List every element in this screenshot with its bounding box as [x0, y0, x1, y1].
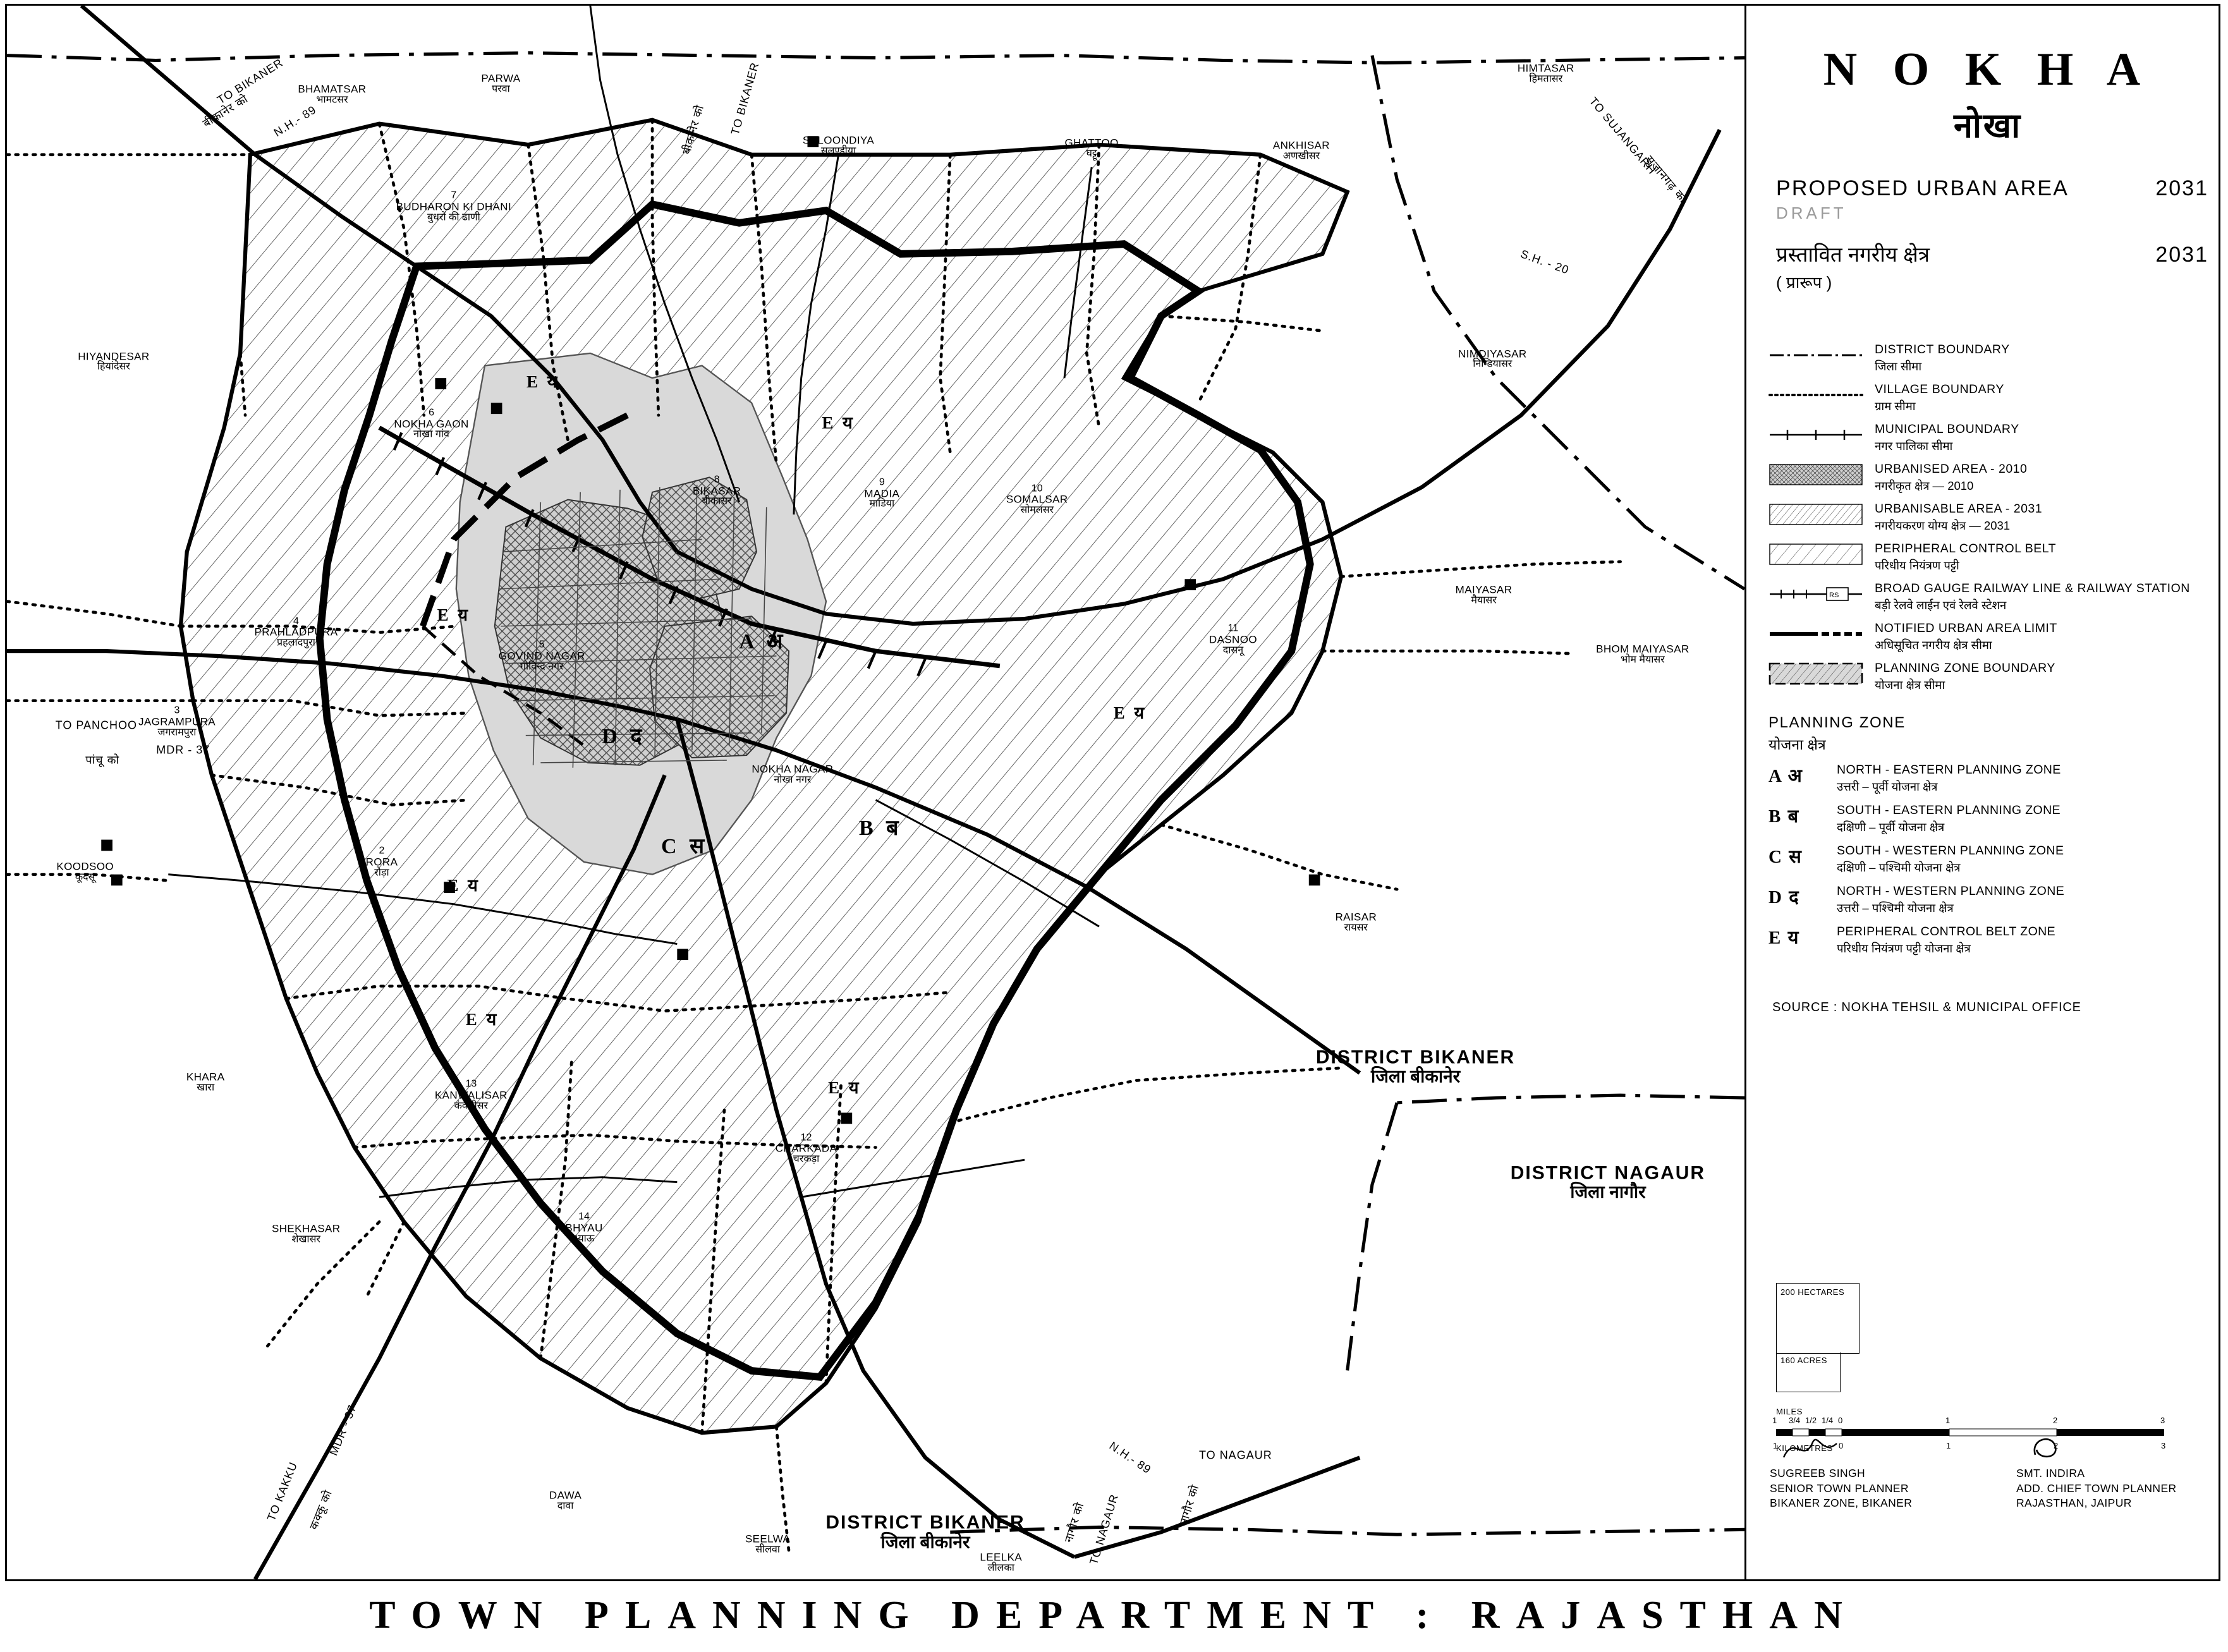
- signature-role-1: SENIOR TOWN PLANNER: [1770, 1481, 1909, 1495]
- legend-text: [1875, 661, 2055, 693]
- village-label: [435, 1079, 508, 1111]
- village-name-hi: सोमलसर: [1020, 504, 1054, 516]
- legend-panel: [1757, 13, 2219, 1574]
- village-name-en: BUDHARON KI DHANI: [396, 200, 512, 213]
- village-name-en: SALOONDIYA: [802, 134, 875, 147]
- planning-zone-name-hi: उत्तरी – पश्चिमी योजना क्षेत्र: [1837, 901, 1954, 914]
- subtitle-hindi: प्रस्तावित नगरीय क्षेत्र: [1776, 243, 1930, 266]
- village-name-en: MAIYASAR: [1455, 583, 1513, 596]
- planning-zone-text: [1837, 884, 2064, 916]
- legend-text-hi: नगरीकृत क्षेत्र — 2010: [1875, 479, 1974, 492]
- miles-tick: 0: [1838, 1416, 1843, 1425]
- legend-text: [1875, 462, 2027, 494]
- draft-label: DRAFT: [1776, 203, 1847, 222]
- legend-text: [1875, 382, 2004, 414]
- district-name-hi: जिला बीकानेर: [1371, 1067, 1461, 1087]
- village-name-hi: लीलका: [987, 1562, 1014, 1574]
- planning-zone-item: [1757, 884, 2219, 916]
- legend-text-en: MUNICIPAL BOUNDARY: [1875, 422, 2019, 436]
- legend-symbol-municipal-boundary: [1768, 422, 1865, 447]
- planning-zone-marker: E य: [527, 372, 560, 391]
- legend-symbol: [1768, 581, 1865, 607]
- legend-symbol-urbanised-area: [1768, 462, 1865, 487]
- village-label: [481, 73, 520, 95]
- village-name-hi: कंवलीसर: [454, 1100, 489, 1112]
- village-label: [1273, 140, 1330, 162]
- village-name-en: SEELWA: [745, 1533, 791, 1545]
- miles-tick: 2: [2053, 1416, 2058, 1425]
- legend-text-en: NOTIFIED URBAN AREA LIMIT: [1875, 621, 2057, 635]
- acre-box: [1776, 1352, 1841, 1392]
- village-name-hi: रोड़ा: [374, 866, 389, 878]
- road-label: N.H.- 89: [271, 102, 319, 139]
- road-label: बीकानेर को: [679, 103, 707, 156]
- kilometres-label: KILOMETRES: [1776, 1443, 1833, 1453]
- village-name-en: KOODSOO: [56, 860, 114, 873]
- legend-symbol: [1768, 462, 1865, 487]
- village-label: [394, 408, 468, 440]
- signature-mark-2: [2023, 1431, 2098, 1467]
- legend-symbol: [1768, 661, 1865, 686]
- planning-zone-code: B ब: [1768, 806, 1800, 827]
- village-name-en: HIMTASAR: [1517, 62, 1574, 75]
- village-name-hi: गोविन्द नगर: [520, 660, 564, 672]
- village-label: [549, 1490, 581, 1512]
- subtitle-row-hindi: [1757, 240, 2219, 268]
- village-name-en: KHARA: [186, 1071, 225, 1084]
- legend-text-hi: नगर पालिका सीमा: [1875, 439, 1953, 452]
- planning-zone-name-en: SOUTH - EASTERN PLANNING ZONE: [1837, 803, 2061, 817]
- village-name-en: BIKASAR: [692, 484, 741, 497]
- legend-symbol-urbanisable-area: [1768, 502, 1865, 527]
- planning-zone-name-en: SOUTH - WESTERN PLANNING ZONE: [1837, 844, 2064, 858]
- legend-symbol-notified-urban-limit: [1768, 621, 1865, 647]
- village-number: 7: [451, 190, 457, 201]
- department-title: [0, 1580, 2228, 1651]
- village-number: 11: [1227, 623, 1239, 634]
- miles-tick: 1: [1945, 1416, 1951, 1425]
- village-name-hi: घट्टू: [1086, 148, 1097, 159]
- village-name-hi: परवा: [492, 83, 510, 95]
- district-label: [825, 1513, 1025, 1552]
- legend-text: [1875, 502, 2042, 533]
- village-name-en: SOMALSAR: [1006, 493, 1068, 506]
- planning-zone-marker: E य: [465, 1010, 499, 1029]
- road-label: TO NAGAUR: [1199, 1449, 1272, 1462]
- planning-zone-list: [1757, 763, 2219, 956]
- km-tick: 1: [1946, 1441, 1951, 1450]
- legend-item: [1768, 343, 2219, 374]
- legend-text-en: BROAD GAUGE RAILWAY LINE & RAILWAY STATION: [1875, 581, 2190, 595]
- village-name-en: PRAHLADPURA: [254, 626, 338, 638]
- legend-text-hi: जिला सीमा: [1875, 360, 1922, 373]
- planning-zone-name-en: NORTH - EASTERN PLANNING ZONE: [1837, 763, 2061, 777]
- village-label: [565, 1212, 602, 1244]
- village-name-hi: नोखा नगर: [774, 775, 812, 786]
- village-label: [752, 764, 833, 786]
- village-name-en: CHARKADA: [775, 1142, 837, 1155]
- village-label: [56, 861, 114, 883]
- legend-item: [1768, 502, 2219, 533]
- legend-symbol-district-boundary: [1768, 343, 1865, 368]
- legend-symbol: [1768, 382, 1865, 408]
- village-name-en: LEELKA: [980, 1552, 1023, 1564]
- village-label: [186, 1072, 225, 1094]
- planning-zone-marker: E य: [828, 1078, 861, 1098]
- subtitle-year-hindi: 2031: [2155, 243, 2208, 267]
- legend-symbol: [1768, 343, 1865, 368]
- village-name-hi: कूदसू: [75, 872, 95, 883]
- village-name-hi: सीलवा: [755, 1544, 781, 1555]
- legend-symbol-village-boundary: [1768, 382, 1865, 408]
- village-name-en: BHAMATSAR: [298, 83, 367, 96]
- legend-symbol-planning-zone-boundary: [1768, 661, 1865, 686]
- legend-item: [1768, 621, 2219, 653]
- signature-block-2: [2016, 1466, 2177, 1511]
- km-tick: 1: [1773, 1441, 1778, 1450]
- legend-item: [1768, 661, 2219, 693]
- road-label: TO KAKKU: [264, 1459, 300, 1522]
- planning-zone-code: E य: [1768, 928, 1800, 948]
- road-label: MDR - 37: [156, 743, 210, 756]
- district-label: [1316, 1048, 1515, 1086]
- legend-item: [1768, 542, 2219, 573]
- village-label: [745, 1534, 790, 1556]
- village-name-hi: भामटसर: [316, 94, 348, 106]
- village-name-hi: चरकड़ा: [793, 1153, 820, 1165]
- signature-mark-1: [1776, 1431, 1852, 1467]
- planning-zone-code: D द: [1768, 887, 1800, 908]
- planning-zone-marker: E य: [1113, 703, 1147, 723]
- village-name-en: NIMDIYASAR: [1458, 348, 1527, 360]
- planning-zone-heading-hi: योजना क्षेत्र: [1768, 736, 1826, 753]
- district-name-en: DISTRICT BIKANER: [1315, 1047, 1516, 1068]
- village-label: [272, 1224, 340, 1246]
- road-label: TO SUJANGARH: [1587, 94, 1659, 177]
- village-label: [693, 475, 741, 507]
- planning-zone-heading: [1757, 714, 2219, 754]
- legend-text-en: VILLAGE BOUNDARY: [1875, 382, 2004, 396]
- village-name-en: DASNOO: [1208, 633, 1257, 646]
- village-label: [980, 1552, 1022, 1574]
- draft-label-hindi: ( प्रारूप ): [1776, 273, 1832, 292]
- legend-text-en: PLANNING ZONE BOUNDARY: [1875, 661, 2055, 675]
- miles-tick: 1: [1772, 1416, 1777, 1425]
- village-name-hi: माडिया: [869, 498, 895, 509]
- village-name-en: BHYAU: [565, 1222, 603, 1234]
- road-label: MDR - 37: [327, 1402, 359, 1458]
- miles-tick: 1/2: [1805, 1416, 1817, 1425]
- village-label: [1006, 483, 1068, 516]
- district-name-en: DISTRICT NAGAUR: [1510, 1162, 1706, 1184]
- village-label: [1209, 624, 1257, 656]
- village-name-hi: दावा: [557, 1500, 574, 1512]
- village-label: [1064, 137, 1118, 159]
- km-tick: 0: [1839, 1441, 1844, 1450]
- village-name-hi: प्रहलादपुरा: [277, 637, 315, 648]
- legend-text-hi: परिधीय नियंत्रण पट्टी: [1875, 559, 1959, 572]
- planning-zone-name-en: PERIPHERAL CONTROL BELT ZONE: [1837, 925, 2056, 938]
- village-name-hi: दासनू: [1222, 645, 1244, 656]
- legend-symbol: [1768, 502, 1865, 527]
- village-label: [803, 135, 874, 157]
- village-label: [499, 640, 585, 672]
- hectare-box: [1776, 1283, 1860, 1354]
- planning-zone-marker: E य: [447, 876, 480, 896]
- village-label: [776, 1133, 837, 1165]
- legend-text-hi: योजना क्षेत्र सीमा: [1875, 678, 1945, 691]
- road-label: नागौर को: [1177, 1483, 1202, 1527]
- village-number: 14: [578, 1211, 590, 1222]
- legend-item: [1768, 462, 2219, 494]
- village-label: [1458, 348, 1527, 370]
- map-canvas[interactable]: [7, 6, 1744, 1579]
- miles-label: MILES: [1776, 1407, 1803, 1416]
- planning-zone-text: [1837, 763, 2061, 794]
- miles-tick: 3: [2160, 1416, 2165, 1425]
- planning-zone-marker: B ब: [859, 817, 903, 841]
- planning-zone-item: [1757, 925, 2219, 956]
- road-label: TO BIKANER: [728, 61, 762, 137]
- map-graphics: [7, 6, 1744, 1579]
- legend-symbol-railway-line: [1768, 581, 1865, 607]
- village-number: 13: [465, 1078, 477, 1090]
- legend-text-en: URBANISABLE AREA - 2031: [1875, 502, 2043, 516]
- miles-tick: 3/4: [1789, 1416, 1801, 1425]
- planning-zone-name-hi: दक्षिणी – पूर्वी योजना क्षेत्र: [1837, 820, 1945, 834]
- subtitle-year: 2031: [2155, 176, 2208, 200]
- road-label: TO BIKANER: [214, 56, 286, 107]
- village-label: [78, 351, 149, 373]
- village-name-hi: बुधरों की ढाणी: [427, 212, 480, 223]
- district-name-hi: जिला बीकानेर: [880, 1532, 970, 1552]
- village-name-hi: खारा: [197, 1083, 215, 1094]
- village-label: [864, 477, 899, 509]
- miles-tick: 1/4: [1822, 1416, 1834, 1425]
- hectare-label: 200 HECTARES: [1781, 1287, 1845, 1297]
- village-label: [396, 190, 512, 222]
- village-number: 10: [1031, 482, 1043, 494]
- village-name-en: RAISAR: [1335, 911, 1377, 923]
- planning-zone-code: C स: [1768, 847, 1803, 867]
- legend-text-hi: नगरीयकरण योग्य क्षेत्र — 2031: [1875, 519, 2011, 532]
- village-name-en: GHATTOO: [1064, 137, 1119, 149]
- village-name-hi: शेखासर: [291, 1234, 320, 1245]
- source-note: SOURCE : NOKHA TEHSIL & MUNICIPAL OFFICE: [1772, 1000, 2081, 1014]
- planning-zone-text: [1837, 803, 2061, 835]
- village-number: 6: [429, 407, 434, 418]
- signature-name-1: SUGREEB SINGH: [1770, 1467, 1866, 1479]
- legend-text-hi: अधिसूचित नगरीय क्षेत्र सीमा: [1875, 638, 1992, 652]
- planning-zone-marker: C स: [661, 835, 709, 859]
- legend-text: [1875, 542, 2056, 573]
- village-name-hi: हिमतासर: [1529, 73, 1563, 85]
- village-label: [1596, 644, 1689, 666]
- district-name-hi: जिला नागौर: [1570, 1182, 1646, 1202]
- legend-item: [1768, 382, 2219, 414]
- legend-text: [1875, 343, 2010, 374]
- village-name-en: JAGRAMPURA: [138, 715, 216, 728]
- legend-text: [1875, 621, 2057, 653]
- village-name-en: HIYANDESAR: [78, 350, 150, 363]
- village-name-en: NOKHA GAON: [394, 417, 469, 430]
- village-number: 2: [379, 845, 385, 856]
- planning-zone-marker: D द: [602, 724, 646, 748]
- village-name-en: ANKHISAR: [1272, 139, 1330, 152]
- village-number: 8: [714, 474, 720, 485]
- village-number: 4: [293, 615, 299, 626]
- village-label: [255, 616, 338, 648]
- planning-zone-name-en: NORTH - WESTERN PLANNING ZONE: [1837, 884, 2065, 898]
- miles-tick-row: [1772, 1416, 2187, 1427]
- legend-text-en: PERIPHERAL CONTROL BELT: [1875, 542, 2057, 556]
- signature-block-1: [1770, 1466, 1912, 1511]
- page-title-hindi: नोखा: [1953, 107, 2023, 145]
- planning-zone-name-hi: दक्षिणी – पश्चिमी योजना क्षेत्र: [1837, 861, 1961, 874]
- village-name-en: BHOM MAIYASAR: [1596, 643, 1689, 655]
- panel-divider: [1744, 4, 1746, 1581]
- subtitle-row: [1757, 176, 2219, 201]
- signature-office-2: RAJASTHAN, JAIPUR: [2016, 1497, 2132, 1510]
- district-label: [1511, 1163, 1705, 1201]
- planning-zone-marker: E य: [437, 605, 471, 624]
- department-title-text: TOWN PLANNING DEPARTMENT : RAJASTHAN: [369, 1593, 1859, 1637]
- village-name-en: SHEKHASAR: [271, 1222, 341, 1235]
- planning-zone-marker: E य: [822, 413, 855, 432]
- village-name-en: NOKHA NAGAR: [752, 763, 834, 776]
- planning-zone-name-hi: उत्तरी – पूर्वी योजना क्षेत्र: [1837, 780, 1938, 793]
- road-label: TO NAGAUR: [1087, 1493, 1121, 1567]
- legend-item: [1768, 581, 2219, 613]
- legend-text-en: DISTRICT BOUNDARY: [1875, 343, 2010, 356]
- legend-symbol-peripheral-control-belt: [1768, 542, 1865, 567]
- legend-symbol: [1768, 422, 1865, 447]
- signature-role-2: ADD. CHIEF TOWN PLANNER: [2016, 1481, 2177, 1495]
- acre-label: 160 ACRES: [1781, 1356, 1827, 1365]
- village-number: 3: [174, 705, 180, 716]
- village-name-hi: भोम मैयासर: [1621, 654, 1665, 665]
- village-number: 12: [800, 1131, 812, 1143]
- village-label: [1335, 912, 1377, 934]
- planning-zone-item: [1757, 844, 2219, 875]
- village-name-en: GOVIND NAGAR: [498, 650, 585, 662]
- village-label: [298, 84, 366, 106]
- village-name-en: DAWA: [549, 1489, 582, 1502]
- village-name-hi: जगरामपुरा: [157, 726, 197, 738]
- planning-zone-text: [1837, 925, 2055, 956]
- village-name-hi: हियांदेसर: [97, 361, 130, 373]
- village-number: 9: [879, 477, 885, 487]
- planning-zone-item: [1757, 763, 2219, 794]
- village-name-hi: रायसर: [1344, 922, 1368, 933]
- km-tick: 3: [2161, 1441, 2166, 1450]
- signature-office-1: BIKANER ZONE, BIKANER: [1770, 1497, 1913, 1510]
- km-tick: 2: [2054, 1441, 2059, 1450]
- planning-zone-item: [1757, 803, 2219, 835]
- village-name-en: RORA: [365, 856, 398, 868]
- village-number: 5: [539, 639, 545, 650]
- road-label: पांचू को: [85, 753, 120, 767]
- village-name-hi: निम्डियासर: [1473, 359, 1513, 370]
- village-name-hi: नोखा गांव: [413, 428, 449, 440]
- signature-name-2: SMT. INDIRA: [2016, 1467, 2085, 1479]
- village-name-hi: सलुण्डीया: [820, 145, 856, 157]
- legend-symbol: [1768, 542, 1865, 567]
- village-name-en: MADIA: [864, 487, 900, 499]
- legend-item: [1768, 422, 2219, 454]
- village-name-hi: अणखीसर: [1282, 150, 1320, 162]
- legend-text-hi: ग्राम सीमा: [1875, 399, 1916, 413]
- village-label: [1518, 63, 1574, 85]
- planning-zone-marker: A अ: [739, 630, 787, 654]
- legend-text-hi: बड़ी रेलवे लाईन एवं रेलवे स्टेशन: [1875, 598, 2007, 612]
- village-label: [138, 705, 216, 738]
- svg-text:RS: RS: [1829, 592, 1839, 599]
- village-name-hi: भ्याऊ: [573, 1233, 595, 1244]
- legend-list: [1757, 343, 2219, 693]
- road-label: S.H. - 20: [1518, 247, 1571, 277]
- road-label: बीकानेर को: [200, 92, 250, 130]
- village-label: [1456, 584, 1513, 606]
- village-name-en: KANWALISAR: [434, 1089, 508, 1102]
- page-title: N O K H A: [1823, 44, 2153, 95]
- road-label: नागौर को: [1062, 1500, 1087, 1544]
- road-label: सुजानगढ़ को: [1643, 153, 1690, 205]
- planning-zone-code: A अ: [1768, 766, 1803, 786]
- planning-zone-text: [1837, 844, 2064, 875]
- village-name-hi: मैयासर: [1471, 595, 1497, 606]
- village-label: [366, 846, 398, 878]
- village-name-hi: बीकासर: [702, 495, 732, 507]
- village-name-en: PARWA: [481, 72, 521, 85]
- planning-zone-name-hi: परिधीय नियंत्रण पट्टी योजना क्षेत्र: [1837, 942, 1971, 955]
- road-label: कक्कू को: [307, 1488, 334, 1532]
- district-name-en: DISTRICT BIKANER: [825, 1512, 1025, 1533]
- legend-text-en: URBANISED AREA - 2010: [1875, 462, 2028, 476]
- planning-zone-heading-en: PLANNING ZONE: [1768, 714, 1906, 731]
- legend-text: [1875, 581, 2190, 613]
- legend-symbol: [1768, 621, 1865, 647]
- legend-text: [1875, 422, 2019, 454]
- subtitle-english: PROPOSED URBAN AREA: [1776, 176, 2069, 200]
- road-label: TO PANCHOO: [55, 719, 138, 732]
- road-label: N.H.- 89: [1107, 1438, 1154, 1476]
